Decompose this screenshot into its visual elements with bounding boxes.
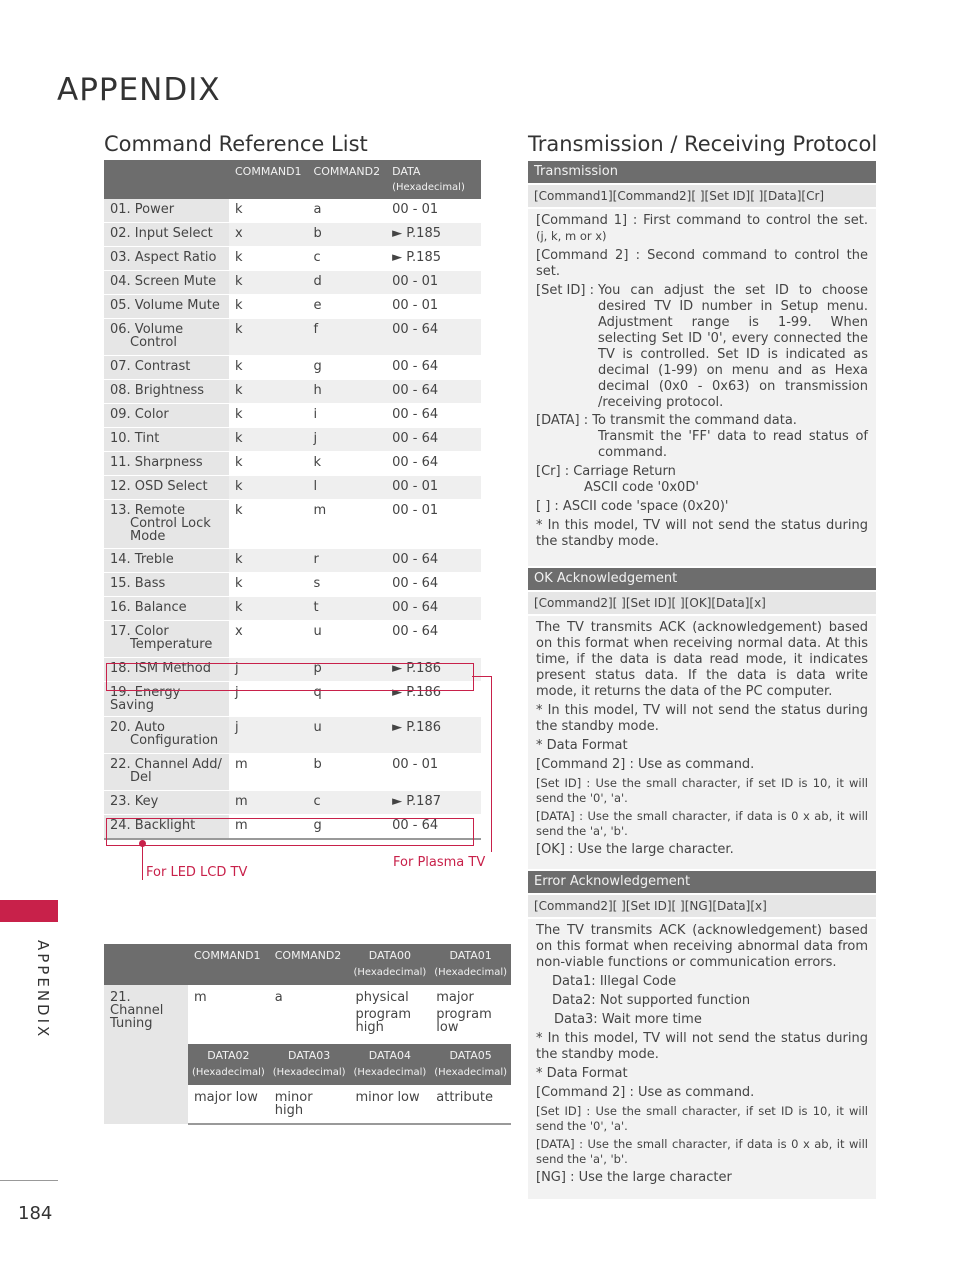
- command2-value: m: [308, 500, 387, 549]
- led-connector-v: [142, 846, 143, 880]
- command-reference-title: Command Reference List: [104, 132, 368, 156]
- command1-value: k: [229, 452, 308, 476]
- data-value: 00 - 64: [386, 428, 481, 452]
- table-row: [104, 404, 481, 428]
- table-row: [104, 573, 481, 597]
- table-row: [104, 754, 481, 791]
- ok-ack-bar: OK Acknowledgement: [528, 568, 876, 590]
- error-ack-format: [Command2][ ][Set ID][ ][NG][Data][x]: [528, 895, 876, 917]
- side-section-label: APPENDIX: [34, 940, 52, 1040]
- ok-ack-ok: [OK] : Use the large character.: [536, 842, 734, 857]
- command-name: 09. Color: [104, 404, 229, 428]
- command-name: 14. Treble: [104, 549, 229, 573]
- data-value: ► P.185: [386, 247, 481, 271]
- table-row: [104, 271, 481, 295]
- command2-value: i: [308, 404, 387, 428]
- error-data1: Data1: Illegal Code: [552, 974, 677, 989]
- table-row: [104, 476, 481, 500]
- command2-value: d: [308, 271, 387, 295]
- data-value: ► P.186: [386, 658, 481, 682]
- data-value: ► P.186: [386, 682, 481, 717]
- command2-value: u: [308, 621, 387, 658]
- command-name: 13. Remote Control Lock Mode: [104, 500, 229, 549]
- page-title: APPENDIX: [57, 72, 221, 108]
- table-row: [104, 549, 481, 573]
- command1-value: k: [229, 500, 308, 549]
- led-highlight-box: [106, 818, 474, 846]
- table-row: [104, 380, 481, 404]
- data-value: ► P.185: [386, 223, 481, 247]
- command1-value: k: [229, 380, 308, 404]
- command-name: 24. Backlight: [104, 815, 229, 840]
- tuning-command2: a: [274, 990, 283, 1005]
- tuning-data02: major low: [188, 1085, 269, 1124]
- command1-value: k: [229, 404, 308, 428]
- data-value: 00 - 64: [386, 621, 481, 658]
- command2-value: h: [308, 380, 387, 404]
- transmission-data: [DATA] : To transmit the command data.: [536, 413, 797, 428]
- error-ack-data-format: * Data Format: [536, 1066, 628, 1081]
- command-name: 18. ISM Method: [104, 658, 229, 682]
- error-data3: Data3: Wait more time: [554, 1012, 702, 1027]
- error-ack-description: The TV transmits ACK (acknowledgement) based on this format when receiving abnormal data from non-viable functions or communication errors.: [536, 923, 868, 970]
- header-command1: COMMAND1: [229, 160, 308, 199]
- command2-value: g: [308, 356, 387, 380]
- data-value: 00 - 64: [386, 452, 481, 476]
- error-ack-command2: [Command 2] : Use as command.: [536, 1085, 755, 1100]
- plasma-highlight-box: [106, 663, 474, 691]
- table-row: [104, 247, 481, 271]
- error-ack-bar: Error Acknowledgement: [528, 871, 876, 893]
- data-value: 00 - 01: [386, 476, 481, 500]
- command-name: 12. OSD Select: [104, 476, 229, 500]
- table-row: [104, 452, 481, 476]
- table-row: [104, 597, 481, 621]
- led-label: For LED LCD TV: [146, 865, 248, 880]
- page-number-rule: [0, 1180, 58, 1181]
- table-row: [104, 356, 481, 380]
- data-value: ► P.186: [386, 717, 481, 754]
- command2-value: g: [308, 815, 387, 840]
- command1-value: k: [229, 199, 308, 223]
- ok-ack-body: [528, 616, 876, 869]
- table-row: [104, 319, 481, 356]
- command2-value: j: [308, 428, 387, 452]
- side-tab-marker: [0, 900, 58, 922]
- command1-value: k: [229, 295, 308, 319]
- tuning-header-row-1: [104, 944, 511, 985]
- data-value: 00 - 01: [386, 500, 481, 549]
- data-value: 00 - 64: [386, 549, 481, 573]
- command2-value: c: [308, 247, 387, 271]
- transmission-body: [528, 209, 876, 566]
- transmission-cr: [Cr] : Carriage Return: [536, 464, 676, 479]
- transmission-data-ff: Transmit the 'FF' data to read status of command.: [598, 429, 868, 460]
- command1-value: k: [229, 271, 308, 295]
- command-reference-table: [104, 160, 481, 840]
- command-name: 04. Screen Mute: [104, 271, 229, 295]
- table-row: [104, 621, 481, 658]
- command-name: 05. Volume Mute: [104, 295, 229, 319]
- command1-value: k: [229, 597, 308, 621]
- transmission-space: [ ] : ASCII code 'space (0x20)': [536, 499, 729, 514]
- header-command2: COMMAND2: [269, 944, 350, 985]
- table-row: [104, 223, 481, 247]
- header-data04: DATA04 (Hexadecimal): [350, 1044, 431, 1085]
- channel-tuning-table: [104, 944, 511, 1125]
- tuning-command1: m: [194, 990, 207, 1005]
- data-value: 00 - 01: [386, 295, 481, 319]
- table-row: [104, 199, 481, 223]
- command2-value: e: [308, 295, 387, 319]
- command1-value: x: [229, 621, 308, 658]
- command1-value: k: [229, 476, 308, 500]
- header-data01: DATA01 (Hexadecimal): [430, 944, 511, 985]
- header-command1: COMMAND1: [188, 944, 269, 985]
- header-data05: DATA05 (Hexadecimal): [430, 1044, 511, 1085]
- header-data: DATA (Hexadecimal): [386, 160, 481, 199]
- header-data02: DATA02 (Hexadecimal): [188, 1044, 269, 1085]
- error-ack-body: [528, 919, 876, 1199]
- command2-value: f: [308, 319, 387, 356]
- table-row: [104, 791, 481, 815]
- command1-value: k: [229, 573, 308, 597]
- protocol-title: Transmission / Receiving Protocol: [528, 132, 878, 156]
- transmission-standby-note: * In this model, TV will not send the status during the standby mode.: [536, 518, 868, 549]
- command2-value: u: [308, 717, 387, 754]
- transmission-setid: [Set ID] : You can adjust the set ID to choose desired TV ID number in Setup menu. Adjustment range is 1-99. When selecting Set ID '0', every connected the TV is controlled. Set ID is indicated as decimal (1-99) on menu and as Hexa decimal (0x0 - 0x63) on transmission /receiving protocol.: [536, 283, 868, 410]
- command2-value: r: [308, 549, 387, 573]
- command2-value: l: [308, 476, 387, 500]
- command-name: 16. Balance: [104, 597, 229, 621]
- data-value: 00 - 64: [386, 356, 481, 380]
- transmission-format: [Command1][Command2][ ][Set ID][ ][Data][Cr]: [528, 185, 876, 207]
- ok-ack-description: The TV transmits ACK (acknowledgement) based on this format when receiving normal data. At this time, if the data is data read mode, it indicates present status data. If the data is data write mode, it returns the data of the PC computer.: [536, 620, 868, 699]
- tuning-data01: major program low: [436, 990, 492, 1035]
- command-name: 11. Sharpness: [104, 452, 229, 476]
- table-row: [104, 717, 481, 754]
- ok-ack-format: [Command2][ ][Set ID][ ][OK][Data][x]: [528, 592, 876, 614]
- command1-value: k: [229, 428, 308, 452]
- data-value: 00 - 01: [386, 271, 481, 295]
- command1-value: m: [229, 754, 308, 791]
- header-command2: COMMAND2: [308, 160, 387, 199]
- page-number: 184: [18, 1203, 53, 1224]
- command-name: 07. Contrast: [104, 356, 229, 380]
- error-ack-setid: [Set ID] : Use the small character, if set ID is 10, it will send the '0', 'a'.: [536, 1104, 868, 1133]
- ok-ack-setid: [Set ID] : Use the small character, if set ID is 10, it will send the '0', 'a'.: [536, 776, 868, 805]
- header-data03: DATA03 (Hexadecimal): [269, 1044, 350, 1085]
- command1-value: j: [229, 682, 308, 717]
- command1-value: m: [229, 791, 308, 815]
- command-name: 02. Input Select: [104, 223, 229, 247]
- command1-value: k: [229, 319, 308, 356]
- ok-ack-data: [DATA] : Use the small character, if data is 0 x ab, it will send the 'a', 'b'.: [536, 809, 868, 838]
- command-name: 03. Aspect Ratio: [104, 247, 229, 271]
- data-value: 00 - 64: [386, 597, 481, 621]
- command1-value: m: [229, 815, 308, 840]
- command2-value: q: [308, 682, 387, 717]
- command2-value: s: [308, 573, 387, 597]
- command2-value: k: [308, 452, 387, 476]
- data-value: 00 - 64: [386, 815, 481, 840]
- tuning-data03: minor high: [269, 1085, 350, 1124]
- transmission-command2: [Command 2] : Second command to control the set.: [536, 248, 868, 279]
- command-name: 19. Energy Saving: [104, 682, 229, 717]
- table-row: [104, 500, 481, 549]
- command-name: 22. Channel Add/ Del: [104, 754, 229, 791]
- data-value: 00 - 64: [386, 404, 481, 428]
- command-rows: [104, 199, 481, 839]
- tuning-data00: physical program high: [355, 990, 411, 1035]
- command-name: 10. Tint: [104, 428, 229, 452]
- table-header-row: [104, 160, 481, 199]
- command-name: 01. Power: [104, 199, 229, 223]
- header-data00: DATA00 (Hexadecimal): [350, 944, 431, 985]
- tuning-row-1: [104, 985, 511, 1044]
- header-empty: [104, 944, 188, 985]
- plasma-connector-v: [491, 676, 492, 852]
- ok-ack-standby-note: * In this model, TV will not send the status during the standby mode.: [536, 703, 868, 734]
- tuning-data05: attribute: [430, 1085, 511, 1124]
- command1-value: k: [229, 356, 308, 380]
- ok-ack-data-format: * Data Format: [536, 738, 628, 753]
- command1-value: k: [229, 247, 308, 271]
- command1-value: j: [229, 658, 308, 682]
- tuning-data04: minor low: [350, 1085, 431, 1124]
- header-empty: [104, 160, 229, 199]
- data-value: 00 - 64: [386, 319, 481, 356]
- transmission-cr-code: ASCII code '0x0D': [584, 480, 699, 495]
- command-name: 08. Brightness: [104, 380, 229, 404]
- command2-value: b: [308, 754, 387, 791]
- data-value: 00 - 64: [386, 573, 481, 597]
- command-name: 15. Bass: [104, 573, 229, 597]
- command2-value: c: [308, 791, 387, 815]
- data-value: 00 - 64: [386, 380, 481, 404]
- command-name: 20. Auto Configuration: [104, 717, 229, 754]
- tuning-name: 21. Channel Tuning: [104, 985, 188, 1124]
- command2-value: t: [308, 597, 387, 621]
- plasma-label: For Plasma TV: [393, 855, 486, 870]
- command2-value: p: [308, 658, 387, 682]
- transmission-bar: Transmission: [528, 161, 876, 183]
- command-name: 06. Volume Control: [104, 319, 229, 356]
- table-row: [104, 428, 481, 452]
- plasma-connector-h: [472, 676, 492, 677]
- command1-value: k: [229, 549, 308, 573]
- transmission-command1: [Command 1] : First command to control the set. (j, k, m or x): [536, 213, 868, 243]
- command2-value: a: [308, 199, 387, 223]
- command-name: 17. Color Temperature: [104, 621, 229, 658]
- error-ack-standby-note: * In this model, TV will not send the status during the standby mode.: [536, 1031, 868, 1062]
- error-ack-data: [DATA] : Use the small character, if data is 0 x ab, it will send the 'a', 'b'.: [536, 1137, 868, 1166]
- command2-value: b: [308, 223, 387, 247]
- command1-value: j: [229, 717, 308, 754]
- table-row: [104, 295, 481, 319]
- command1-value: x: [229, 223, 308, 247]
- data-value: 00 - 01: [386, 199, 481, 223]
- data-value: 00 - 01: [386, 754, 481, 791]
- error-data2: Data2: Not supported function: [552, 993, 751, 1008]
- data-value: ► P.187: [386, 791, 481, 815]
- ok-ack-command2: [Command 2] : Use as command.: [536, 757, 755, 772]
- error-ack-ng: [NG] : Use the large character: [536, 1170, 732, 1185]
- command-name: 23. Key: [104, 791, 229, 815]
